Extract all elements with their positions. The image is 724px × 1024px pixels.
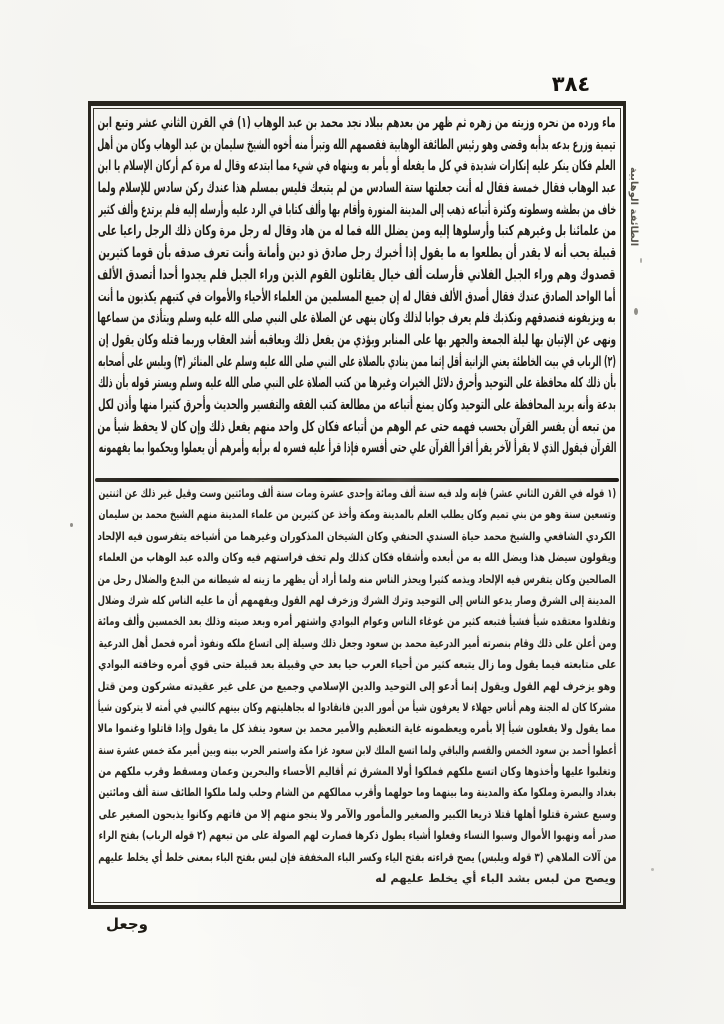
footnote-line: ويقولون سيضل هذا ويضل الله به من أبعده وأشقاه فكان كذلك ولم تخف فراستهم فيه وكان والده عبد الوهاب من العلماء — [98, 550, 616, 565]
footnote-line: على متابعته فيما يقول وما زال يتبعه كثير من أحياء العرب حيا بعد حي وقبيلة بعد قبيلة حتى قوي أمره وخافته البوادي — [97, 657, 616, 672]
footnote-line: الصالحين وكان يتفرس فيه الإلحاد ويذمه كثيرا ويحذر الناس منه ولما أراد أن يظهر ما زينه له شيطانه من البدع والضلال رحل من — [97, 571, 616, 586]
margin-note: الطائفة الوهابية — [628, 166, 639, 246]
main-text-line: ماء ورده من نحره وزيته من زهره ثم ظهر من بعدهم ببلاد نجد محمد بن عبد الوهاب (١) في القرن الثاني عشر وتبع ابن — [97, 115, 617, 131]
main-text-line: بدعة وأنه يريد المحافظة على التوحيد وكان يمنع أتباعه من مطالعة كتب الفقه والتفسير والحديث وأحرق كثيرا منها وأذن لكل — [98, 396, 616, 413]
main-text-line: به ويزيفونه فنصدقهم ونكذبك فلم يعرف جوابا لذلك وكان ينهى عن الصلاة على النبي صلى الله عليه وسلم ويتأذى من سماعها — [97, 310, 616, 327]
main-text-line: ونهى عن الإتيان بها ليلة الجمعة والجهر بها على المنابر ويؤذي من يفعل ذلك ويعاقبه أشد العقاب وربما قتله وكان يقول إن — [98, 331, 616, 348]
footnote-line: بغداد والبصرة وملكوا مكة والمدينة وما بينهما وما حولهما وأقرب ممالكهم من الشام وحلب ولما ملكوا الطائف سنة ألف ومائتين — [98, 785, 616, 800]
footnote-line: من آلات الملاهي (٣ قوله ويلبس) يصح قراءته بفتح الياء وكسر الباء المخففة فإن لبس بفتح الباء بمعنى خلط أي يخلط عليهم — [97, 849, 616, 864]
ink-speck — [640, 258, 642, 263]
footnote-line: ومن أعلن على ذلك وقام بنصرته أمير الدرعية محمد بن سعود وجعل ذلك وسيلة إلى اتساع ملكه ونفوذ أمره فحمل أهل الدرعية — [98, 635, 616, 650]
main-text-line: تيمية وزرع بدعه بدأبه وقضى وهو رئيس الطائفة الوهابية فقصمهم الله وتبرأ منه أخوه الشيخ سليمان بن عبد الوهاب وكان من أهل — [97, 136, 616, 153]
catchword: وجعل — [106, 915, 148, 933]
ink-speck — [651, 868, 654, 871]
main-text-line: من علمائنا بل وغيرهم كتبا وأرسلوها إليه ومن يضلل الله فما له من هاد وقال له رجل مرة وكان ذلك الرجل راعيا على — [97, 223, 616, 240]
main-text-line: بأن ذلك كله محافظة على التوحيد وأحرق دلائل الخيرات وغيرها من كتب الصلاة على النبي صلى الله عليه وسلم ويستر قوله بأن ذلك — [97, 375, 616, 392]
footnote-line: وهو يزخرف لهم القول ويقول إنما أدعو إلى التوحيد والدين الإسلامي وجميع من على غير عقيدته مشركون ومن قتل — [97, 678, 616, 693]
footnote-line: ويصح من لبس بشد الباء أي يخلط عليهم له — [375, 871, 616, 886]
footnote-separator-rule — [95, 478, 619, 482]
page-number: ٣٨٤ — [551, 72, 591, 96]
main-text-line: قبيلة يحب أنه لا يقدر أن يطلعوا به ما يقول إذا أخبرك رجل صادق ذو دين وأمانة وأنت تعرف صدقه بأن قوما كثيرين — [98, 245, 616, 262]
footnote-line: وتغلبوا عليها وأخذوها وكان اتسع ملكهم فملكوا أولا المشرق ثم أقاليم الأحساء والبحرين وعمان ومسقط وقرب ملكهم من — [98, 764, 616, 779]
main-text-line: القرآن فيقول الذي لا يقرأ لآخر يقرأ اقرأ القرآن علي حتى أفسره فإذا قرأ عليه فسره له برأيه وأمرهم أن يعملوا ويحكموا بما يفهمونه — [98, 440, 616, 457]
footnote-line: مما يقول ولا يفعلون شيأ إلا بأمره ويعظمونه غاية التعظيم والأمير محمد بن سعود ينفذ كل ما يقول وإذا قاتلوا وغنموا مالا — [97, 721, 616, 736]
footnote-line: مشركا كان له الجنة وهم أناس جهلاء لا يعرفون شيأ من أمور الدين فانقادوا له بجاهليتهم وكان بينهم كالنبي في أمته لا يتركون شيأ — [97, 699, 616, 714]
main-text-line: قصدوك وهم وراء الجبل الفلاني فأرسلت ألف خيال يقاتلون القوم الذين وراء الجبل فلم يجدوا أحدا أتصدق الألف — [97, 266, 616, 283]
ink-speck — [70, 523, 73, 527]
footnote-line: المدينة إلى الشرق وصار يدعو الناس إلى التوحيد وترك الشرك وزخرف لهم القول ويفهمهم أن ما عليه الناس كله شرك وضلال — [98, 592, 616, 607]
main-text-line: العلم فكان ينكر عليه إنكارات شديدة في كل ما يفعله أو يأمر به وينهاه في شيء مما ابتدعه وقال له مرة كم أركان الإسلام يا ابن — [97, 158, 616, 175]
footnote-line: الكردي الشافعي والشيخ محمد حياة السندي الحنفي وكان الشيخان المذكوران وغيرهما من أشياخه يتفرسون فيه الإلحاد — [97, 528, 616, 543]
main-text-block — [98, 113, 616, 460]
footnote-line: وسبع عشرة قتلوا أهلها قتلا ذريعا الكبير والصغير والمأمور والآمر ولا ينجو منهم إلا من فاتهم وكانوا يذبحون الصغير على — [98, 806, 616, 821]
main-text-line: خاف من بطشه وسطوته وكثرة أتباعه ذهب إلى المدينة المنورة وأقام بها وألف كتابا في الرد عليه وأرسله إليه فلم يرتدع وألف كثير — [98, 201, 616, 218]
main-text-line: (٢) الرباب في بيت الخاطئة يعني الزانية أقل إثما ممن ينادي بالصلاة على النبي صلى الله عليه وسلم على المنائر (٣) ويلبس على أصحابه — [98, 353, 616, 370]
main-text-line: أما الواحد الصادق عندك فقال أصدق الألف فقال له إن جميع المسلمين من العلماء الأحياء والأموات في كتبهم يكذبون ما أنت — [98, 288, 616, 305]
main-text-line: عبد الوهاب فقال خمسة فقال له أنت جعلتها ستة السادس من لم يتبعك فليس بمسلم هذا عندك ركن سادس للإسلام ولما — [97, 180, 616, 197]
main-text-line: من تبعه أن يفسر القرآن بحسب فهمه حتى عم الوهم من أتباعه فكان كل واحد منهم يفعل ذلك وإن كان لا يحفظ شيأ من — [97, 418, 616, 435]
footnote-line: وتقلدوا معتقده شيأ فشيأ فتبعه كثير من غوغاء الناس وعوام البوادي واشتهر أمره وبعد صيته وذلك بعد الخمسين وألف ومائة — [97, 614, 616, 629]
footnote-block — [98, 483, 616, 889]
footnote-line: (١ قوله في القرن الثاني عشر) فإنه ولد فيه سنة ألف ومائة وإحدى عشرة ومات سنة ألف ومائتين وست وقيل غير ذلك عن اثنتين — [98, 486, 616, 500]
footnote-line: صدر أمه ونهبوا الأموال وسبوا النساء وفعلوا أشياء يطول ذكرها فصارت لهم الصولة على من تبعهم (٢ قوله الرباب) بفتح الراء — [98, 828, 616, 843]
text-frame — [88, 101, 626, 909]
ink-speck — [634, 308, 638, 315]
footnote-line: وتسعين سنة وهو من بني تميم وكان يطلب العلم بالمدينة ومكة وأخذ عن كثيرين من علماء المدينة منهم الشيخ محمد بن سليمان — [98, 507, 616, 522]
footnote-line: أعطوا أحمد بن سعود الخمس والقسم والباقي ولما اتسع الملك لابن سعود غزا مكة واستمر الحرب بينه وبين أمير مكة خمس عشرة سنة — [97, 742, 616, 757]
